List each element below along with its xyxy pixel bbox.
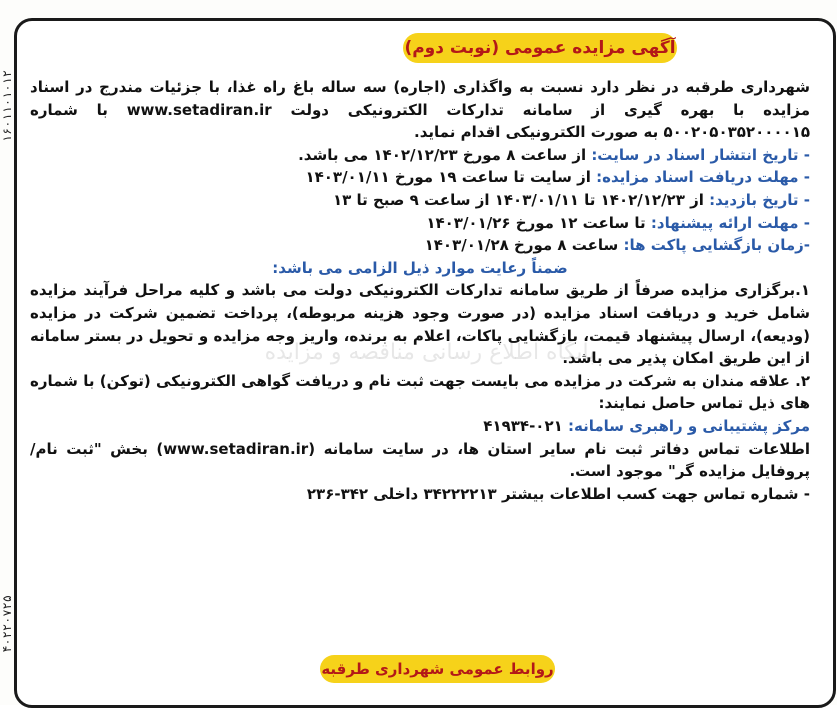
- intro-paragraph: [30, 76, 810, 144]
- item-2: ۲. علاقه مندان به شرکت در مزایده می بایست جهت ثبت نام و دریافت گواهی الکترونیکی (توکن) با شماره های ذیل تماس حاصل نمایند:: [30, 371, 810, 413]
- support-row: [30, 415, 810, 438]
- date-row-publish: [30, 144, 810, 167]
- date-label: - تاریخ انتشار اسناد در سایت:: [591, 145, 810, 164]
- date-label: -زمان بازگشایی پاکت ها:: [623, 236, 810, 255]
- date-value: از ساعت ۸ مورخ ۱۴۰۲/۱۲/۲۳ می باشد.: [298, 145, 592, 164]
- date-label: - تاریخ بازدید:: [709, 190, 810, 209]
- support-value: ۰۲۱-۴۱۹۳۴: [483, 416, 568, 435]
- date-value: ساعت ۸ مورخ ۱۴۰۳/۰۱/۲۸: [424, 236, 624, 255]
- footer-text: روابط عمومی شهرداری طرقبه: [321, 660, 554, 678]
- date-value: از سایت تا ساعت ۱۹ مورخ ۱۴۰۳/۰۱/۱۱: [305, 168, 597, 187]
- contact-line: - شماره تماس جهت کسب اطلاعات بیشتر ۳۴۲۲۲۲۱۳ داخلی ۳۴۲-۲۳۶: [306, 484, 810, 503]
- ad-body: [30, 76, 810, 505]
- support-label: مرکز پشتیبانی و راهبری سامانه:: [568, 416, 810, 435]
- side-code-top: ۱۶۰۱۱۰۱۰۱۲: [0, 70, 14, 143]
- side-code-bottom: ۴۰۲۲۰۷۲۵: [0, 595, 14, 653]
- footer-banner: [320, 655, 555, 683]
- item-1: ۱.برگزاری مزایده صرفاً از طریق سامانه تدارکات الکترونیکی دولت می باشد و کلیه مراحل فرآیند مزایده شامل خرید و دریافت اسناد مزایده (در صورت وجود هزینه مربوطه)، پرداخت تضمین شرکت در مزایده (ودیعه)، ارسال پیشنهاد قیمت، بازگشایی پاکات، اعلام به برنده، واریز وجه مزایده و تحویل در بستر سامانه از این طریق امکان پذیر می باشد.: [30, 281, 810, 368]
- note-heading: ضمناً رعایت موارد ذیل الزامی می باشد:: [272, 258, 568, 277]
- date-value: تا ساعت ۱۲ مورخ ۱۴۰۳/۰۱/۲۶: [426, 213, 651, 232]
- date-row-docs: [30, 166, 810, 189]
- date-row-offer: [30, 212, 810, 235]
- date-value: از ۱۴۰۲/۱۲/۲۳ تا ۱۴۰۳/۰۱/۱۱ از ساعت ۹ صبح تا ۱۳: [332, 190, 710, 209]
- date-label: - مهلت ارائه پیشنهاد:: [650, 213, 810, 232]
- date-row-opening: [30, 234, 810, 257]
- date-row-visit: [30, 189, 810, 212]
- date-label: - مهلت دریافت اسناد مزایده:: [596, 168, 810, 187]
- offices-paragraph: اطلاعات تماس دفاتر ثبت نام سایر استان ها، در سایت سامانه (www.setadiran.ir) بخش "ثبت نام/پروفایل مزایده گر" موجود است.: [30, 439, 810, 481]
- ad-title: آگهی مزایده عمومی (نوبت دوم): [404, 38, 676, 58]
- intro-text: در نظر دارد نسبت به واگذاری (اجاره) سه ساله باغ راه غذا، با جزئیات مندرج در اسناد مزایده با بهره گیری از سامانه تدارکات الکترونیکی دولت www.setadiran.ir با شماره ۵۰۰۲۰۵۰۳۵۲۰۰۰۰۱۵ به صورت الکترونیکی اقدام نماید.: [30, 78, 810, 142]
- ad-title-banner: [403, 33, 677, 63]
- intro-lead: شهرداری طرقبه: [685, 78, 810, 96]
